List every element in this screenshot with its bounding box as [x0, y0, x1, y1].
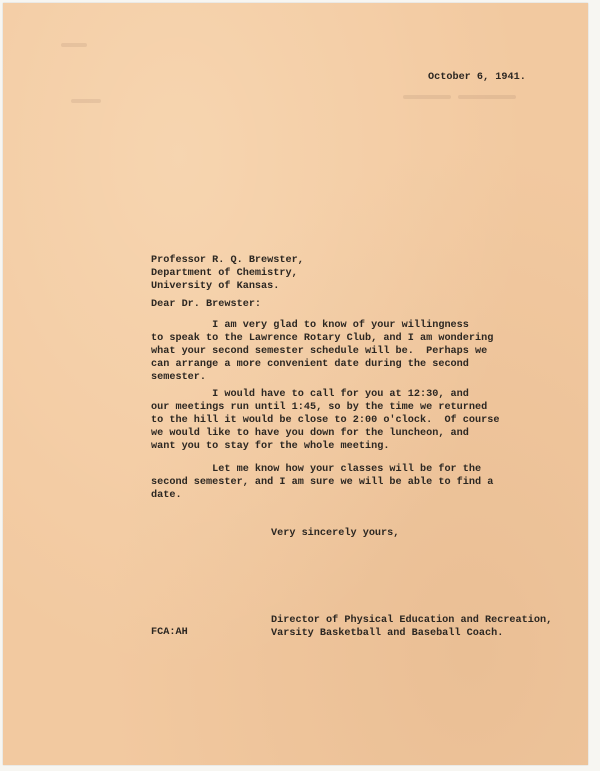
signature-title-line: Director of Physical Education and Recreation, [271, 615, 553, 626]
reference-initials: FCA:AH [151, 627, 188, 638]
faded-mark [458, 95, 516, 99]
salutation: Dear Dr. Brewster: [151, 299, 262, 310]
faded-mark [403, 95, 451, 99]
recipient-line: Department of Chemistry, [151, 268, 298, 279]
signature-block [271, 614, 552, 640]
recipient-line: University of Kansas. [151, 281, 280, 292]
body-line: can arrange a more convenient date during the second [151, 359, 469, 370]
body-line: semester. [151, 372, 207, 383]
body-line: want you to stay for the whole meeting. [151, 441, 390, 452]
body-line: date. [151, 490, 182, 501]
body-line: second semester, and I am sure we will be able to find a [151, 477, 494, 488]
faded-mark [61, 43, 87, 47]
faded-mark [71, 99, 101, 103]
body-paragraph-1 [151, 319, 493, 384]
letter-sheet [3, 3, 588, 765]
recipient-address [151, 254, 304, 293]
body-line: our meetings run until 1:45, so by the time we returned [151, 402, 488, 413]
body-line: Let me know how your classes will be for the [151, 464, 482, 475]
body-line: I am very glad to know of your willingness [151, 320, 469, 331]
body-line: to the hill it would be close to 2:00 o'clock. Of course [151, 415, 500, 426]
recipient-line: Professor R. Q. Brewster, [151, 255, 304, 266]
complimentary-closing: Very sincerely yours, [271, 528, 400, 539]
letter-date: October 6, 1941. [428, 72, 526, 83]
body-line: we would like to have you down for the luncheon, and [151, 428, 469, 439]
signature-title-line: Varsity Basketball and Baseball Coach. [271, 628, 504, 639]
body-paragraph-2 [151, 388, 499, 453]
body-paragraph-3 [151, 463, 493, 502]
body-line: to speak to the Lawrence Rotary Club, and I am wondering [151, 333, 494, 344]
body-line: what your second semester schedule will be. Perhaps we [151, 346, 488, 357]
body-line: I would have to call for you at 12:30, and [151, 389, 469, 400]
